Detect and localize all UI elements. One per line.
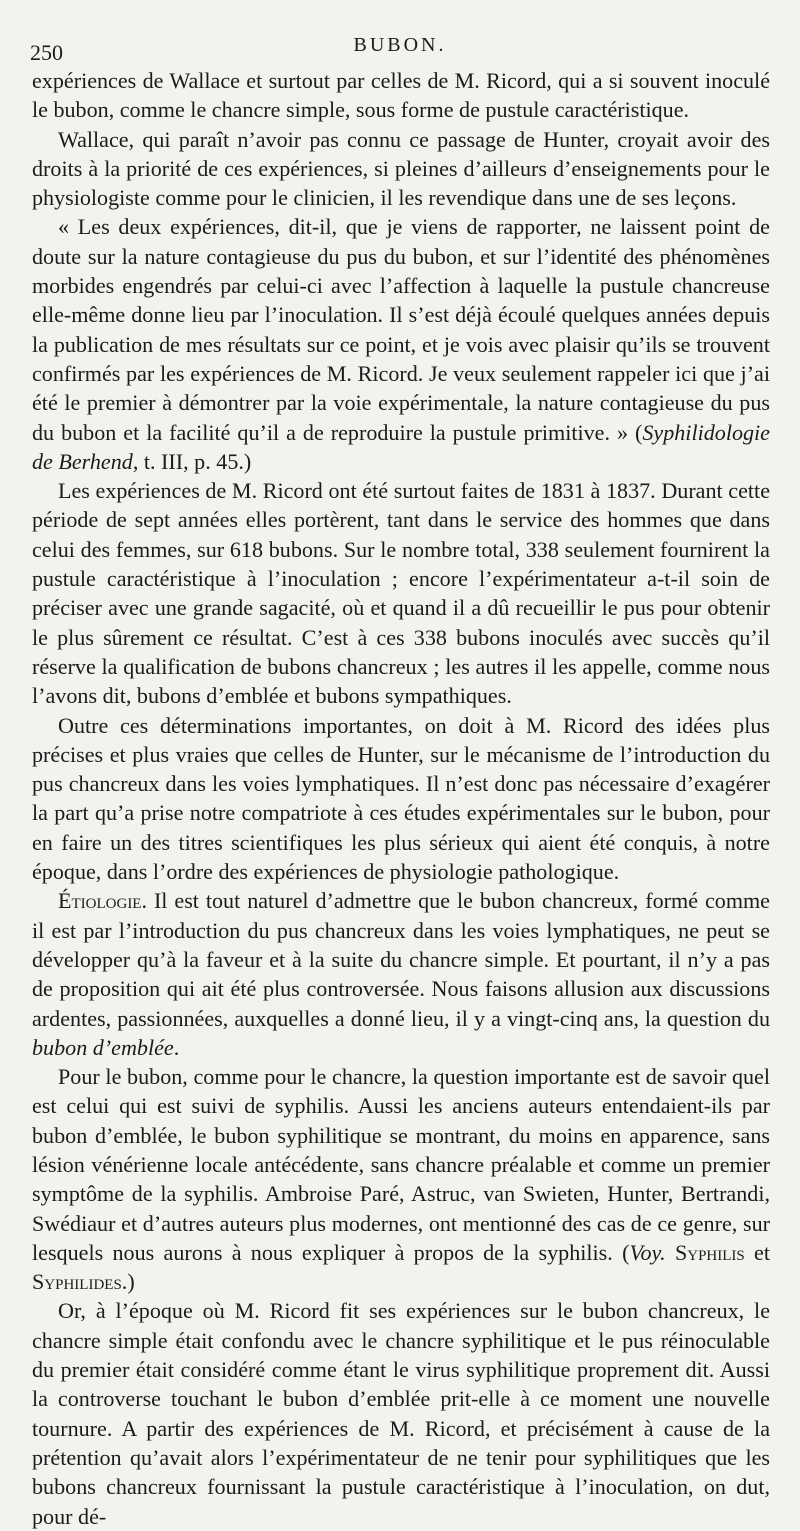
text-run: . <box>173 1034 180 1060</box>
paragraph <box>32 476 770 710</box>
text-run: Pour le bubon, comme pour le chancre, la question importante est de savoir quel est celui qui est suivi de syphilis. Aussi les anciens auteurs entendaient-ils par bubon d’emblée, le bubon syphilitique se montrant, du moins en apparence, sans lésion vénérienne locale antécédente, sans chancre préalable et comme un premier symptôme de la syphilis. Ambroise Paré, Astruc, van Swieten, Hunter, Bertrandi, Swédiaur et d’autres auteurs plus modernes, ont mentionné des cas de ce genre, sur lesquels nous aurons à nous expliquer à propos de la syphilis. ( <box>32 1064 770 1265</box>
text-run: Outre ces déterminations importantes, on doit à M. Ricord des idées plus précises et plus vraies que celles de Hunter, sur le mécanisme de l’introduction du pus chancreux dans les voies lymphatiques. Il n’est donc pas nécessaire d’exagérer la part qu’a prise notre compatriote à ces études expérimentales sur le bubon, pour en faire un des titres scientifiques les plus sérieux qui aient été conquis, à notre époque, dans l’ordre des expériences de physiologie pathologique. <box>32 712 770 885</box>
paragraph <box>32 1296 770 1530</box>
paragraph <box>32 66 770 125</box>
text-run: , t. III, p. 45.) <box>132 448 252 474</box>
small-caps-text: Étiologie. <box>58 888 147 914</box>
text-run: Il est tout naturel d’admettre que le bubon chancreux, formé comme il est par l’introduction du pus chancreux dans les voies lymphatiques, ne peut se développer qu’à la faveur et à la suite du chancre simple. Et pourtant, il n’y a pas de proposition qui ait été plus controversée. Nous faisons allusion aux discussions ardentes, passionnées, auxquelles a donné lieu, il y a vingt-cinq ans, la question du <box>32 888 770 1031</box>
paragraph <box>32 212 770 476</box>
italic-text: Voy. <box>629 1239 666 1265</box>
text-run <box>666 1240 675 1265</box>
paragraph <box>32 1062 770 1296</box>
text-run: Les expériences de M. Ricord ont été surtout faites de 1831 à 1837. Durant cette période de sept années elles portèrent, tant dans le service des hommes que dans celui des femmes, sur 618 bubons. Sur le nombre total, 338 seulement fournirent la pustule caractéristique à l’inoculation ; encore l’expérimentateur a-t-il soin de préciser avec une grande sagacité, où et quand il a dû recueillir le pus pour obtenir le plus sûrement ce résultat. C’est à ces 338 bubons inoculés avec succès qu’il réserve la qualification de bubons chancreux ; les autres il les appelle, comme nous l’avons dit, bubons d’emblée et bubons sympathiques. <box>32 478 770 709</box>
paragraph <box>32 886 770 1062</box>
page-number: 250 <box>30 40 63 65</box>
small-caps-text: Syphilis <box>674 1239 745 1265</box>
small-caps-text: Syphilides <box>32 1269 122 1295</box>
running-head: BUBON. <box>353 34 447 56</box>
text-run: .) <box>121 1269 135 1295</box>
text-run: Or, à l’époque où M. Ricord fit ses expériences sur le bubon chancreux, le chancre simple était confondu avec le chancre syphilitique et le pus réinoculable du premier était considéré comme étant le virus syphilitique proprement dit. Aussi la controverse touchant le bubon d’emblée prit-elle à ce moment une nouvelle tournure. A partir des expériences de M. Ricord, et précisément à cause de la prétention qu’avait alors l’expérimentateur de ne tenir pour syphilitiques que les bubons chancreux fournissant la pustule caractéristique à l’inoculation, on dut, pour dé- <box>32 1298 770 1529</box>
page-header <box>30 30 770 70</box>
body-text <box>32 66 770 1531</box>
text-run: « Les deux expériences, dit-il, que je viens de rapporter, ne laissent point de doute sur la nature contagieuse du pus du bubon, et sur l’identité des phénomènes morbides engendrés par celui-ci avec l’affection à laquelle la pustule chancreuse elle-même donne lieu par l’inoculation. Il s’est déjà écoulé quelques années depuis la publication de mes résultats sur ce point, et je vois avec plaisir qu’ils se trouvent confirmés par les expériences de M. Ricord. Je veux seulement rappeler ici que j’ai été le premier à démontrer par la voie expérimentale, la nature contagieuse du pus du bubon et la facilité qu’il a de reproduire la pustule primitive. » ( <box>32 214 770 445</box>
paragraph <box>32 711 770 887</box>
italic-text: Syphilidologie de Berhend <box>32 419 770 474</box>
italic-text: bubon d’emblée <box>32 1034 174 1060</box>
text-run: expériences de Wallace et surtout par celles de M. Ricord, qui a si souvent inoculé le bubon, comme le chancre simple, sous forme de pustule caractéristique. <box>32 68 770 123</box>
text-run: et <box>744 1239 770 1265</box>
paragraph <box>32 125 770 213</box>
text-run: Wallace, qui paraît n’avoir pas connu ce passage de Hunter, croyait avoir des droits à la priorité de ces expériences, si pleines d’ailleurs d’enseignements pour le physiologiste comme pour le clinicien, il les revendique dans une de ses leçons. <box>32 126 770 211</box>
